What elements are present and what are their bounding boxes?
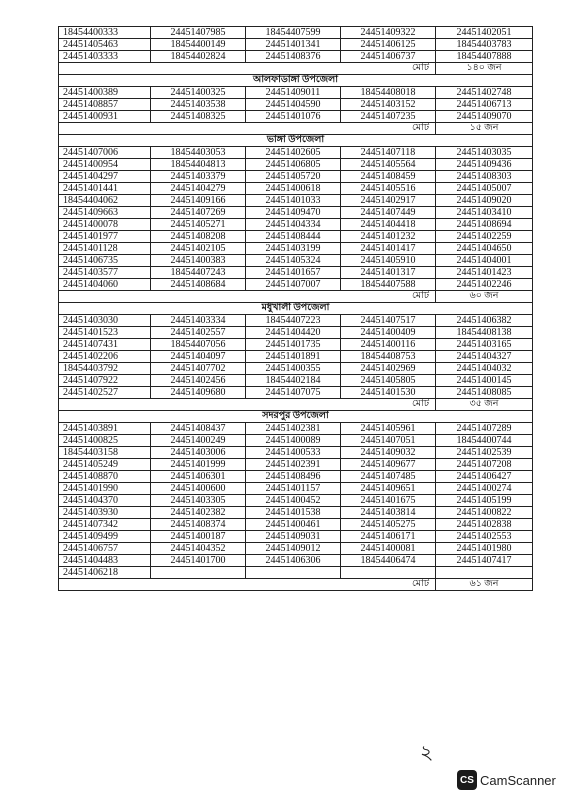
- table-row: [59, 231, 533, 243]
- roll-number-cell: 24451401317: [341, 267, 436, 279]
- roll-number-cell: 24451407417: [436, 555, 533, 567]
- total-label: মোট: [59, 291, 436, 303]
- roll-number-cell: 24451407006: [59, 147, 151, 159]
- roll-number-cell: 24451401441: [59, 183, 151, 195]
- total-row: [59, 123, 533, 135]
- roll-number-cell: 24451403035: [436, 147, 533, 159]
- roll-number-cell: 24451400116: [341, 339, 436, 351]
- roll-number-cell: 24451408437: [151, 423, 246, 435]
- table-row: [59, 495, 533, 507]
- section-header-row: [59, 135, 533, 147]
- table-row: [59, 363, 533, 375]
- table-row: [59, 459, 533, 471]
- roll-number-cell: 24451401980: [436, 543, 533, 555]
- roll-number-cell: 24451402382: [151, 507, 246, 519]
- roll-number-cell: 24451402391: [246, 459, 341, 471]
- total-label: মোট: [59, 579, 436, 591]
- roll-number-cell: 24451401530: [341, 387, 436, 399]
- roll-number-cell: 24451408303: [436, 171, 533, 183]
- total-row: [59, 399, 533, 411]
- roll-number-cell: 24451406301: [151, 471, 246, 483]
- roll-number-cell: 24451407235: [341, 111, 436, 123]
- roll-number-cell: 24451401341: [246, 39, 341, 51]
- roll-number-cell: 24451401538: [246, 507, 341, 519]
- roll-number-cell: 24451405516: [341, 183, 436, 195]
- roll-number-cell: 18454407588: [341, 279, 436, 291]
- roll-number-cell: 24451400822: [436, 507, 533, 519]
- roll-number-cell: 18454407056: [151, 339, 246, 351]
- roll-number-cell: 24451400145: [436, 375, 533, 387]
- section-header-row: [59, 303, 533, 315]
- roll-number-cell: 24451407431: [59, 339, 151, 351]
- roll-number-cell: 24451409436: [436, 159, 533, 171]
- roll-number-cell: 24451403334: [151, 315, 246, 327]
- roll-number-cell: 24451400533: [246, 447, 341, 459]
- section-title: আলফাডাঙ্গা উপজেলা: [59, 75, 533, 87]
- table-row: [59, 207, 533, 219]
- roll-number-cell: 24451408857: [59, 99, 151, 111]
- table-row: [59, 159, 533, 171]
- roll-number-cell: 24451400461: [246, 519, 341, 531]
- table-row: [59, 195, 533, 207]
- table-row: [59, 447, 533, 459]
- roll-number-cell: 24451401076: [246, 111, 341, 123]
- roll-number-cell: 24451406306: [246, 555, 341, 567]
- roll-number-cell: 24451409663: [59, 207, 151, 219]
- roll-number-cell: 24451403379: [151, 171, 246, 183]
- table-row: [59, 147, 533, 159]
- roll-number-cell: 24451407702: [151, 363, 246, 375]
- table-row: [59, 87, 533, 99]
- table-row: [59, 435, 533, 447]
- roll-number-cell: 24451400274: [436, 483, 533, 495]
- roll-number-cell: 24451402917: [341, 195, 436, 207]
- roll-number-cell: 24451403305: [151, 495, 246, 507]
- roll-number-cell: 24451409011: [246, 87, 341, 99]
- roll-number-cell: 24451406171: [341, 531, 436, 543]
- roll-number-cell: 24451407051: [341, 435, 436, 447]
- camscanner-watermark: [457, 770, 556, 790]
- roll-number-cell: 24451409651: [341, 483, 436, 495]
- roll-number-cell: 24451409322: [341, 27, 436, 39]
- roll-number-cell: 24451401157: [246, 483, 341, 495]
- roll-number-cell: [436, 567, 533, 579]
- roll-number-cell: 24451405271: [151, 219, 246, 231]
- roll-number-cell: 24451404279: [151, 183, 246, 195]
- roll-number-cell: 24451403538: [151, 99, 246, 111]
- roll-number-cell: 24451402553: [436, 531, 533, 543]
- table-row: [59, 387, 533, 399]
- roll-number-cell: 24451408376: [246, 51, 341, 63]
- table-row: [59, 483, 533, 495]
- roll-number-cell: 24451404483: [59, 555, 151, 567]
- roll-number-cell: 24451401999: [151, 459, 246, 471]
- total-row: [59, 579, 533, 591]
- roll-number-cell: 24451403814: [341, 507, 436, 519]
- roll-number-cell: 18454402184: [246, 375, 341, 387]
- roll-number-cell: 24451402246: [436, 279, 533, 291]
- roll-number-cell: 24451406713: [436, 99, 533, 111]
- roll-number-cell: 24451402206: [59, 351, 151, 363]
- roll-number-cell: 24451402969: [341, 363, 436, 375]
- roll-number-cell: 24451400825: [59, 435, 151, 447]
- roll-number-cell: 24451400187: [151, 531, 246, 543]
- table-row: [59, 111, 533, 123]
- table-row: [59, 39, 533, 51]
- roll-number-cell: 24451405720: [246, 171, 341, 183]
- roll-number-cell: 24451408870: [59, 471, 151, 483]
- roll-number-cell: 24451409070: [436, 111, 533, 123]
- roll-number-cell: 18454407599: [246, 27, 341, 39]
- roll-number-cell: 24451409499: [59, 531, 151, 543]
- total-value: ১৪০ জন: [436, 63, 533, 75]
- roll-number-cell: 24451407985: [151, 27, 246, 39]
- roll-number-cell: 24451402605: [246, 147, 341, 159]
- roll-number-cell: 24451409012: [246, 543, 341, 555]
- roll-number-cell: 24451401417: [341, 243, 436, 255]
- roll-number-cell: 24451403410: [436, 207, 533, 219]
- roll-number-cell: [341, 567, 436, 579]
- roll-number-cell: 24451403152: [341, 99, 436, 111]
- table-row: [59, 471, 533, 483]
- roll-number-cell: 24451400078: [59, 219, 151, 231]
- roll-number-cell: 24451405007: [436, 183, 533, 195]
- roll-number-cell: 24451400081: [341, 543, 436, 555]
- roll-number-cell: 24451407922: [59, 375, 151, 387]
- roll-number-cell: 24451401033: [246, 195, 341, 207]
- roll-number-cell: 24451403199: [246, 243, 341, 255]
- roll-number-cell: 24451401675: [341, 495, 436, 507]
- roll-number-cell: 24451401735: [246, 339, 341, 351]
- roll-number-cell: 24451408208: [151, 231, 246, 243]
- section-title: মধুখালী উপজেলা: [59, 303, 533, 315]
- roll-number-cell: 24451403891: [59, 423, 151, 435]
- table-row: [59, 507, 533, 519]
- table-row: [59, 423, 533, 435]
- roll-number-cell: 24451404001: [436, 255, 533, 267]
- roll-number-cell: 24451400089: [246, 435, 341, 447]
- roll-number-cell: 24451404420: [246, 327, 341, 339]
- roll-number-cell: 24451404370: [59, 495, 151, 507]
- roll-number-cell: 24451406757: [59, 543, 151, 555]
- roll-number-cell: 24451404418: [341, 219, 436, 231]
- roll-number-cell: 24451401977: [59, 231, 151, 243]
- roll-number-cell: 24451405463: [59, 39, 151, 51]
- roll-number-cell: 24451409470: [246, 207, 341, 219]
- roll-number-cell: 24451404590: [246, 99, 341, 111]
- roll-number-cell: 18454400333: [59, 27, 151, 39]
- roll-number-cell: 24451407289: [436, 423, 533, 435]
- roll-number-cell: 24451405564: [341, 159, 436, 171]
- total-label: মোট: [59, 123, 436, 135]
- roll-number-cell: 18454408753: [341, 351, 436, 363]
- roll-number-cell: 24451402748: [436, 87, 533, 99]
- roll-number-cell: 24451407517: [341, 315, 436, 327]
- roll-number-cell: 24451402456: [151, 375, 246, 387]
- roll-number-cell: 24451405805: [341, 375, 436, 387]
- roll-number-cell: 24451404060: [59, 279, 151, 291]
- table-row: [59, 243, 533, 255]
- table-row: [59, 375, 533, 387]
- roll-number-cell: 24451409680: [151, 387, 246, 399]
- roll-number-cell: 24451406737: [341, 51, 436, 63]
- table-row: [59, 543, 533, 555]
- roll-number-cell: 18454404813: [151, 159, 246, 171]
- table-row: [59, 531, 533, 543]
- roll-number-cell: 24451400600: [151, 483, 246, 495]
- roll-number-cell: 24451400355: [246, 363, 341, 375]
- table-row: [59, 99, 533, 111]
- roll-number-cell: 24451405275: [341, 519, 436, 531]
- table-row: [59, 519, 533, 531]
- roll-number-cell: 24451401891: [246, 351, 341, 363]
- roll-number-cell: 24451402838: [436, 519, 533, 531]
- total-value: ১৫ জন: [436, 123, 533, 135]
- roll-number-cell: 24451402539: [436, 447, 533, 459]
- roll-number-cell: 24451401232: [341, 231, 436, 243]
- roll-number-cell: 24451405961: [341, 423, 436, 435]
- roll-number-cell: 24451405324: [246, 255, 341, 267]
- roll-number-cell: 24451408496: [246, 471, 341, 483]
- table-row: [59, 555, 533, 567]
- table-row: [59, 27, 533, 39]
- total-value: ৬১ জন: [436, 579, 533, 591]
- total-row: [59, 291, 533, 303]
- roll-number-cell: 18454400744: [436, 435, 533, 447]
- roll-number-cell: 24451405910: [341, 255, 436, 267]
- roll-number-cell: 24451404032: [436, 363, 533, 375]
- roll-number-cell: 24451409031: [246, 531, 341, 543]
- section-header-row: [59, 411, 533, 423]
- table-row: [59, 183, 533, 195]
- roll-number-cell: 18454403053: [151, 147, 246, 159]
- roll-number-cell: 24451401523: [59, 327, 151, 339]
- roll-number-cell: 24451407485: [341, 471, 436, 483]
- table-row: [59, 51, 533, 63]
- document-page: [58, 26, 532, 591]
- roll-number-cell: 24451401128: [59, 243, 151, 255]
- total-value: ৬০ জন: [436, 291, 533, 303]
- roll-number-cell: 24451406805: [246, 159, 341, 171]
- roll-number-cell: 24451400409: [341, 327, 436, 339]
- roll-number-cell: 24451409677: [341, 459, 436, 471]
- roll-number-cell: 18454407223: [246, 315, 341, 327]
- roll-number-cell: 24451404352: [151, 543, 246, 555]
- table-row: [59, 219, 533, 231]
- roll-number-cell: [246, 567, 341, 579]
- section-header-row: [59, 75, 533, 87]
- roll-number-cell: 24451403006: [151, 447, 246, 459]
- roll-number-cell: 24451408085: [436, 387, 533, 399]
- roll-number-cell: 24451408694: [436, 219, 533, 231]
- roll-number-cell: 24451404327: [436, 351, 533, 363]
- roll-number-cell: 24451402051: [436, 27, 533, 39]
- roll-number-cell: 24451407007: [246, 279, 341, 291]
- roll-number-cell: 24451407342: [59, 519, 151, 531]
- roll-number-cell: 18454403792: [59, 363, 151, 375]
- roll-number-cell: 24451404097: [151, 351, 246, 363]
- table-row: [59, 567, 533, 579]
- roll-number-cell: 24451401700: [151, 555, 246, 567]
- roll-number-cell: 18454408018: [341, 87, 436, 99]
- roll-number-cell: 24451400249: [151, 435, 246, 447]
- roll-number-cell: 24451407118: [341, 147, 436, 159]
- total-value: ৩৫ জন: [436, 399, 533, 411]
- roll-number-cell: 24451404334: [246, 219, 341, 231]
- table-row: [59, 327, 533, 339]
- roll-number-cell: 24451409020: [436, 195, 533, 207]
- roll-number-cell: 24451401423: [436, 267, 533, 279]
- roll-number-cell: 24451405249: [59, 459, 151, 471]
- roll-number-cell: 24451408325: [151, 111, 246, 123]
- total-row: [59, 63, 533, 75]
- section-title: সদরপুর উপজেলা: [59, 411, 533, 423]
- page-number-signature: ২: [419, 741, 434, 765]
- roll-number-cell: 24451407269: [151, 207, 246, 219]
- table-row: [59, 171, 533, 183]
- roll-number-cell: 24451408444: [246, 231, 341, 243]
- roll-number-cell: 24451407208: [436, 459, 533, 471]
- roll-number-cell: 24451406382: [436, 315, 533, 327]
- table-row: [59, 255, 533, 267]
- roll-number-cell: 18454400149: [151, 39, 246, 51]
- roll-number-cell: 24451405199: [436, 495, 533, 507]
- roll-number-cell: 24451403030: [59, 315, 151, 327]
- total-label: মোট: [59, 399, 436, 411]
- roll-number-cell: 18454406474: [341, 555, 436, 567]
- roll-number-cell: 24451409032: [341, 447, 436, 459]
- roll-number-cell: 24451400325: [151, 87, 246, 99]
- roll-number-cell: 24451402557: [151, 327, 246, 339]
- table-row: [59, 351, 533, 363]
- roll-number-cell: 18454403783: [436, 39, 533, 51]
- roll-number-cell: 24451408459: [341, 171, 436, 183]
- camscanner-text: CamScanner: [480, 772, 556, 788]
- roll-number-cell: 24451401657: [246, 267, 341, 279]
- roll-number-cell: 18454408138: [436, 327, 533, 339]
- total-label: মোট: [59, 63, 436, 75]
- roll-number-cell: 24451400931: [59, 111, 151, 123]
- roll-number-cell: 18454407888: [436, 51, 533, 63]
- roll-number-cell: 24451406125: [341, 39, 436, 51]
- table-row: [59, 339, 533, 351]
- table-row: [59, 279, 533, 291]
- section-title: ভাঙ্গা উপজেলা: [59, 135, 533, 147]
- roll-number-cell: 24451401990: [59, 483, 151, 495]
- roll-number-cell: 24451408374: [151, 519, 246, 531]
- roll-number-cell: 18454402824: [151, 51, 246, 63]
- roll-number-cell: 24451402259: [436, 231, 533, 243]
- roll-number-cell: 24451400452: [246, 495, 341, 507]
- roll-number-cell: 24451403165: [436, 339, 533, 351]
- roll-number-cell: 18454407243: [151, 267, 246, 279]
- roll-number-cell: 24451404650: [436, 243, 533, 255]
- roll-number-cell: 24451406218: [59, 567, 151, 579]
- table-row: [59, 315, 533, 327]
- roll-number-cell: [151, 567, 246, 579]
- roll-number-cell: 24451407449: [341, 207, 436, 219]
- roll-number-table: [58, 26, 533, 591]
- roll-number-cell: 24451402105: [151, 243, 246, 255]
- roll-number-cell: 24451406735: [59, 255, 151, 267]
- table-row: [59, 267, 533, 279]
- roll-number-cell: 24451406427: [436, 471, 533, 483]
- roll-number-cell: 24451408684: [151, 279, 246, 291]
- roll-number-cell: 24451400618: [246, 183, 341, 195]
- roll-number-cell: 24451400389: [59, 87, 151, 99]
- roll-number-cell: 24451402381: [246, 423, 341, 435]
- roll-number-cell: 24451407075: [246, 387, 341, 399]
- camscanner-logo-icon: CS: [457, 770, 477, 790]
- roll-number-cell: 24451400954: [59, 159, 151, 171]
- roll-number-cell: 24451403577: [59, 267, 151, 279]
- roll-number-cell: 24451409166: [151, 195, 246, 207]
- roll-number-cell: 24451400383: [151, 255, 246, 267]
- roll-number-cell: 24451404297: [59, 171, 151, 183]
- roll-number-cell: 24451403333: [59, 51, 151, 63]
- roll-number-cell: 24451403930: [59, 507, 151, 519]
- roll-number-cell: 24451402527: [59, 387, 151, 399]
- roll-number-cell: 18454403158: [59, 447, 151, 459]
- roll-number-cell: 18454404062: [59, 195, 151, 207]
